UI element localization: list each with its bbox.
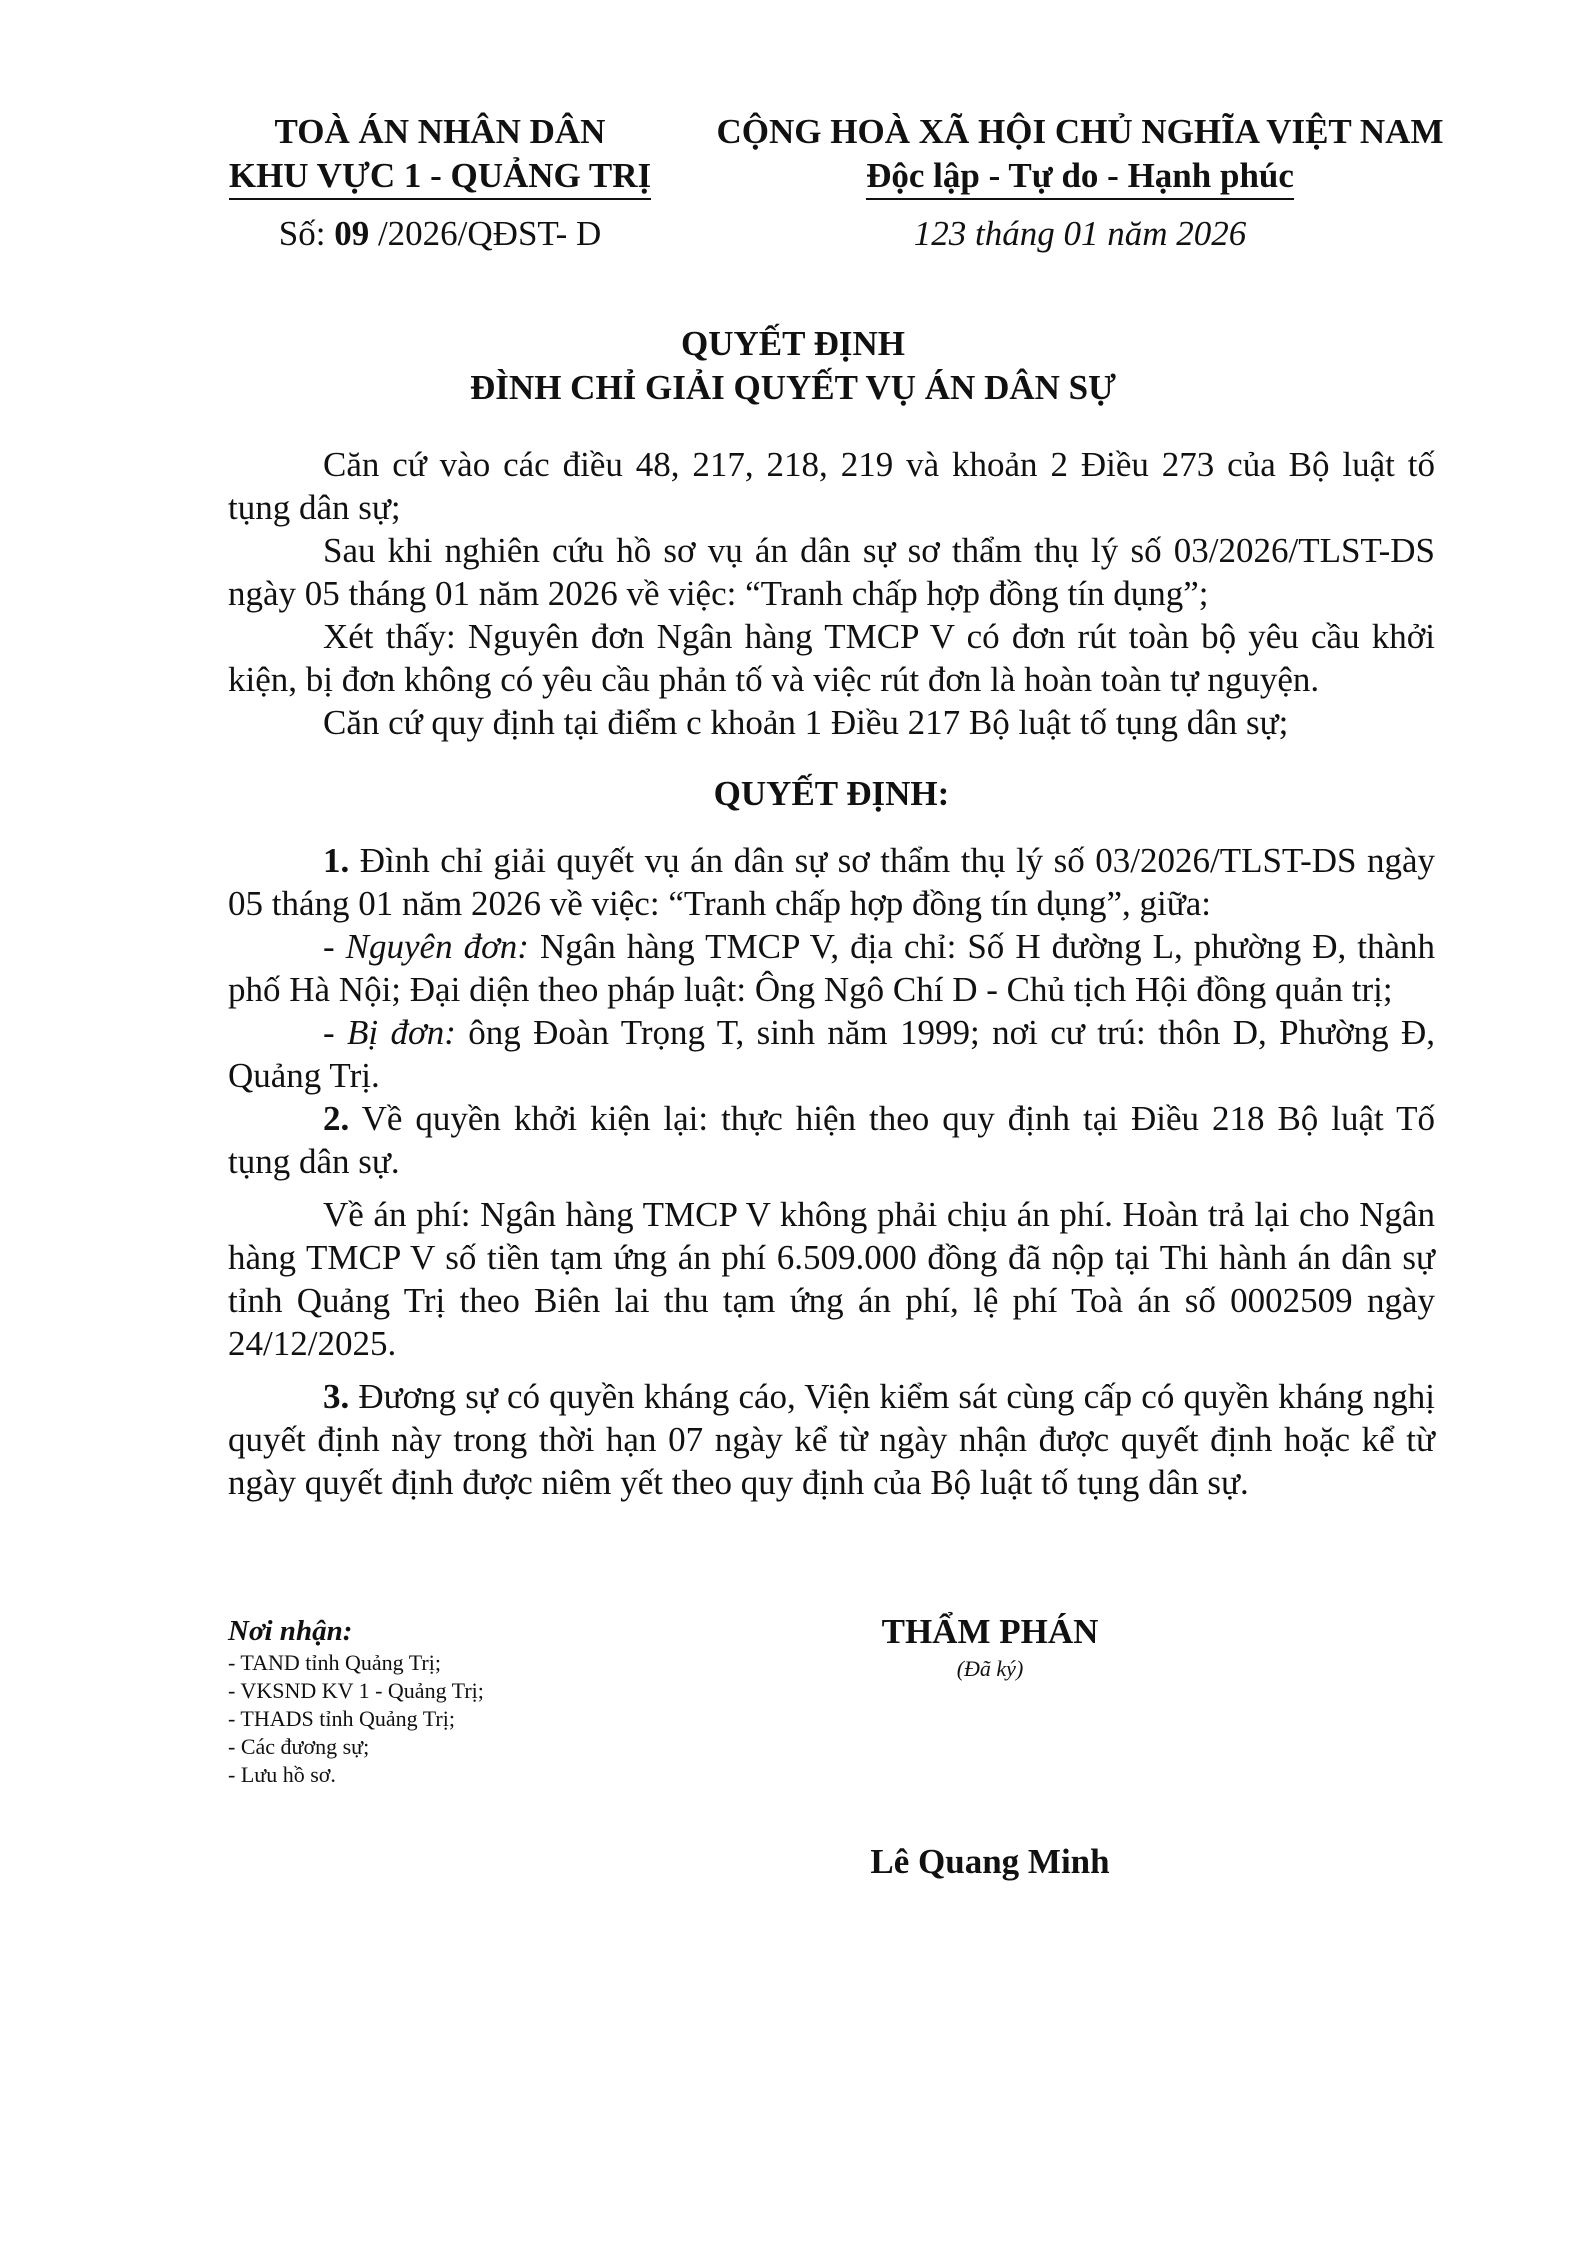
document-title — [0, 322, 1586, 410]
signature-title: THẨM PHÁN — [881, 1612, 1099, 1651]
plaintiff-label: Nguyên đơn: — [345, 927, 529, 966]
item-text: Đương sự có quyền kháng cáo, Viện kiểm sát cùng cấp có quyền kháng nghị quyết định này trong thời hạn 07 ngày kể từ ngày nhận được quyết định hoặc kể từ ngày quyết định được niêm yết theo quy định của Bộ luật tố tụng dân sự. — [228, 1377, 1435, 1502]
decision-item-3 — [228, 1375, 1435, 1504]
defendant-paragraph: - Bị đơn: ông Đoàn Trọng T, sinh năm 1999; nơi cư trú: thôn D, Phường Đ, Quảng Trị. — [228, 1013, 1435, 1095]
plaintiff-text: Ngân hàng TMCP V, địa chỉ: Số H đường L, phường Đ, thành phố Hà Nội; Đại diện theo pháp luật: Ông Ngô Chí D - Chủ tịch Hội đồng quản trị; — [228, 927, 1436, 1009]
signed-note: (Đã ký) — [956, 1656, 1024, 1681]
court-name-line2-wrap — [200, 154, 680, 200]
defendant-text: ông Đoàn Trọng T, sinh năm 1999; nơi cư trú: thôn D, Phường Đ, Quảng Trị. — [228, 1013, 1435, 1095]
country-header — [690, 110, 1470, 200]
court-header — [200, 110, 680, 200]
motto-wrap — [690, 154, 1470, 200]
motto: Độc lập - Tự do - Hạnh phúc — [866, 154, 1294, 200]
document-number-suffix: /2026/QĐST- D — [369, 214, 602, 253]
preamble-paragraph: Sau khi nghiên cứu hồ sơ vụ án dân sự sơ thẩm thụ lý số 03/2026/TLST-DS ngày 05 tháng 01 năm 2026 về việc: “Tranh chấp hợp đồng tín dụng”; — [228, 531, 1435, 613]
preamble-paragraph: Căn cứ quy định tại điểm c khoản 1 Điều 217 Bộ luật tố tụng dân sự; — [323, 703, 1289, 742]
recipient-item: - Lưu hồ sơ. — [228, 1762, 336, 1787]
decision-item-1 — [228, 839, 1435, 925]
item-number: 3. — [323, 1377, 350, 1416]
defendant-label: Bị đơn: — [347, 1013, 456, 1052]
decision-heading: QUYẾT ĐỊNH: — [713, 774, 950, 813]
recipients-block — [228, 1613, 788, 1789]
document-body — [228, 443, 1435, 1504]
title-line2: ĐÌNH CHỈ GIẢI QUYẾT VỤ ÁN DÂN SỰ — [470, 368, 1116, 407]
preamble-paragraph: Căn cứ vào các điều 48, 217, 218, 219 và khoản 2 Điều 273 của Bộ luật tố tụng dân sự; — [228, 445, 1435, 527]
recipient-item: - TAND tỉnh Quảng Trị; — [228, 1650, 441, 1675]
recipients-title: Nơi nhận: — [228, 1615, 353, 1647]
document-number — [200, 212, 680, 256]
document-number-prefix: Số: — [278, 214, 335, 253]
item-text: Đình chỉ giải quyết vụ án dân sự sơ thẩm thụ lý số 03/2026/TLST-DS ngày 05 tháng 01 năm 2026 về việc: “Tranh chấp hợp đồng tín dụng”, giữa: — [228, 841, 1435, 923]
document-number-value: 09 — [334, 214, 370, 253]
document-date: 123 tháng 01 năm 2026 — [913, 214, 1247, 253]
item-text: Về quyền khởi kiện lại: thực hiện theo quy định tại Điều 218 Bộ luật Tố tụng dân sự. — [228, 1099, 1435, 1181]
decision-item-2 — [228, 1097, 1435, 1183]
plaintiff-paragraph: - Nguyên đơn: Ngân hàng TMCP V, địa chỉ: Số H đường L, phường Đ, thành phố Hà Nội; Đại diện theo pháp luật: Ông Ngô Chí D - Chủ tịch Hội đồng quản trị; — [228, 927, 1436, 1009]
court-name-line1: TOÀ ÁN NHÂN DÂN — [274, 112, 606, 151]
judge-name: Lê Quang Minh — [870, 1842, 1110, 1881]
fee-paragraph: Về án phí: Ngân hàng TMCP V không phải chịu án phí. Hoàn trả lại cho Ngân hàng TMCP V số tiền tạm ứng án phí 6.509.000 đồng đã nộp tại Thi hành án dân sự tỉnh Quảng Trị theo Biên lai thu tạm ứng án phí, lệ phí Toà án số 0002509 ngày 24/12/2025. — [228, 1195, 1435, 1363]
country-name: CỘNG HOÀ XÃ HỘI CHỦ NGHĨA VIỆT NAM — [716, 112, 1444, 151]
court-name-line2: KHU VỰC 1 - QUẢNG TRỊ — [229, 154, 651, 200]
recipient-item: - VKSND KV 1 - Quảng Trị; — [228, 1678, 484, 1703]
title-line1: QUYẾT ĐỊNH — [681, 324, 905, 363]
signature-block — [800, 1610, 1180, 1684]
item-number: 1. — [323, 841, 350, 880]
preamble-paragraph: Xét thấy: Nguyên đơn Ngân hàng TMCP V có đơn rút toàn bộ yêu cầu khởi kiện, bị đơn không có yêu cầu phản tố và việc rút đơn là hoàn toàn tự nguyện. — [228, 617, 1435, 699]
recipient-item: - THADS tỉnh Quảng Trị; — [228, 1706, 455, 1731]
recipient-item: - Các đương sự; — [228, 1734, 370, 1759]
item-number: 2. — [323, 1099, 350, 1138]
